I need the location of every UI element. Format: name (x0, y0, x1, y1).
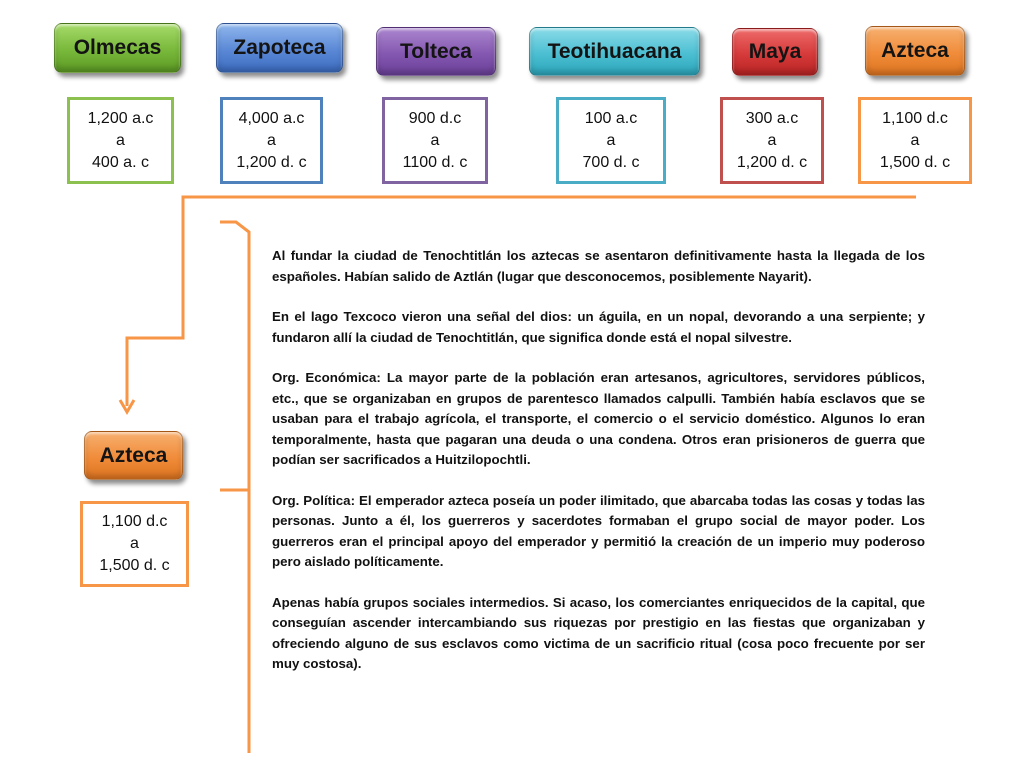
date-separator: a (910, 131, 920, 149)
paragraph-texcoco: En el lago Texcoco vieron una señal del dios: un águila, en un nopal, devorando a una serpiente; y fundaron allí la ciudad de Tenochtitlán, que significa donde está el nopal silvestre. (272, 309, 925, 345)
paragraph-founding: Al fundar la ciudad de Tenochtitlán los aztecas se asentaron definitivamente hasta la llegada de los españoles. Habían salido de Aztlán (lugar que desconocemos, posiblemente Nayarit). (272, 248, 925, 284)
date-from: 1,100 d.c (101, 513, 168, 530)
date-from: 1,100 d.c (882, 109, 948, 127)
date-to: 700 d. c (582, 153, 640, 171)
culture-olmecas: Olmecas (54, 23, 181, 73)
date-separator: a (606, 131, 616, 149)
detail-azteca-title: Azteca (84, 431, 183, 480)
date-separator: a (116, 131, 125, 149)
date-separator: a (767, 131, 777, 149)
culture-zapoteca: Zapoteca (216, 23, 343, 73)
date-separator: a (130, 535, 139, 552)
culture-maya: Maya (732, 28, 818, 76)
detail-azteca-dates (80, 501, 189, 587)
date-to: 1,200 d. c (236, 153, 307, 171)
bracket (220, 222, 249, 753)
date-to: 1100 d. c (402, 153, 468, 171)
date-to: 1,500 d. c (99, 557, 170, 574)
date-to: 1,500 d. c (879, 153, 951, 171)
culture-teotihuacana: Teotihuacana (529, 27, 700, 76)
date-from: 4,000 a.c (238, 109, 305, 127)
date-to: 1,200 d. c (736, 153, 808, 171)
date-from: 900 d.c (408, 109, 462, 127)
date-from: 1,200 a.c (87, 109, 154, 127)
culture-tolteca: Tolteca (376, 27, 496, 76)
date-from: 300 a.c (745, 109, 799, 127)
date-separator: a (267, 131, 276, 149)
azteca-description (272, 246, 925, 695)
paragraph-political-org: Org. Política: El emperador azteca poseía un poder ilimitado, que abarcaba todas las cosas y todas las personas. Junto a él, los guerreros y sacerdotes formaban el grupo social de mayor poder. Los guerreros eran el principal apoyo del emperador y permitió la creación de un imperio muy poderoso pero aislado políticamente. (272, 492, 925, 569)
culture-azteca: Azteca (865, 26, 965, 76)
paragraph-social-groups: Apenas había grupos sociales intermedios. Si acaso, los comerciantes enriquecidos de la capital, que conseguían ascender intercambiando sus riquezas por prestigio en las fiestas que organizaban y ofreciendo alguno de sus esclavos como victima de un sacrificio ritual (cosa poco frecuente por ser muy costosa). (272, 594, 925, 671)
date-separator: a (430, 131, 440, 149)
date-to: 400 a. c (92, 153, 149, 171)
paragraph-economic-org: Org. Económica: La mayor parte de la población eran artesanos, agricultores, servidores públicos, etc., que se organizaban en grupos de parentesco llamados calpulli. También había esclavos que se usaban para el trabajo agrícola, el transporte, el comercio o el servicio doméstico. Algunos lo eran temporalmente, hasta que pagaran una deuda o una condena. Otros eran prisioneros de guerra que podían ser sacrificados a Huitzilopochtli. (272, 370, 925, 467)
date-from: 100 a.c (584, 109, 638, 127)
